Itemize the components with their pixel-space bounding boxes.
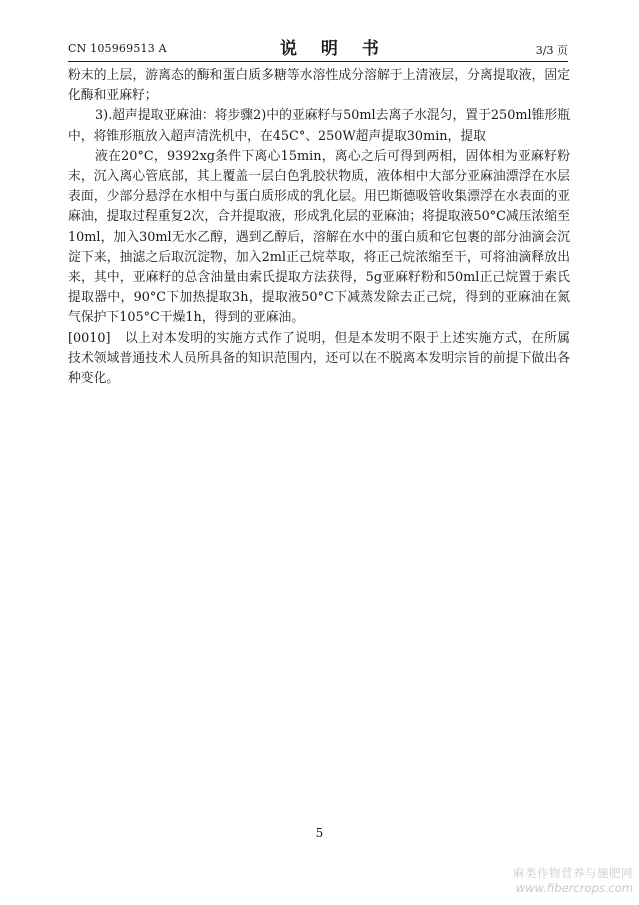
page-info: 3/3 页: [535, 44, 568, 57]
paragraph-extraction-detail: 液在20°C，9392xg条件下离心15min，离心之后可得到两相，固体相为亚麻籽粉末，沉入离心管底部，其上覆盖一层白色乳胶状物质，液体相中大部分亚麻油漂浮在水层表面，少部分悬浮在水相中与蛋白质形成的乳化层。用巴斯德吸管收集漂浮在水表面的亚麻油，提取过程重复2次，合并提取液，形成乳化层的亚麻油；将提取液50°C减压浓缩至10ml，加入30ml无水乙醇，遇到乙醇后，溶解在水中的蛋白质和它包裹的部分油滴会沉淀下来，抽滤之后取沉淀物，加入2ml正己烷萃取，将正己烷浓缩至干，可将油滴释放出来，其中，亚麻籽的总含油量由索氏提取方法获得，5g亚麻籽粉和50ml正己烷置于索氏提取器中，90°C下加热提取3h，提取液50°C下减蒸发除去正己烷，得到的亚麻油在氮气保护下105°C干燥1h，得到的亚麻油。: [68, 148, 570, 326]
watermark-url: www.fibercrops.com: [515, 881, 633, 895]
site-watermark: [513, 866, 633, 896]
paragraph-step-3: 3).超声提取亚麻油：将步骤2)中的亚麻籽与50ml去离子水混匀，置于250ml锥形瓶中，将锥形瓶放入超声清洗机中，在45C°、250W超声提取30min，提取: [68, 108, 570, 144]
watermark-site-name: 麻类作物营养与施肥网: [513, 866, 633, 880]
document-header: [68, 34, 568, 60]
document-title: 说 明 书: [280, 39, 388, 59]
paragraph-continuation: 粉末的上层，游离态的酶和蛋白质多糖等水溶性成分溶解于上清液层，分离提取液，固定化酶和亚麻籽；: [68, 68, 570, 104]
publication-number: CN 105969513 A: [68, 42, 167, 55]
paragraph-0010: [68, 329, 570, 390]
page-number: 5: [315, 826, 324, 840]
document-body: [68, 66, 570, 389]
paragraph-number: [0010]: [68, 330, 111, 346]
paragraph-0010-text: 以上对本发明的实施方式作了说明，但是本发明不限于上述实施方式，在所属技术领域普通技术人员所具备的知识范围内，还可以在不脱离本发明宗旨的前提下做出各种变化。: [68, 330, 570, 387]
header-divider: [68, 61, 568, 62]
